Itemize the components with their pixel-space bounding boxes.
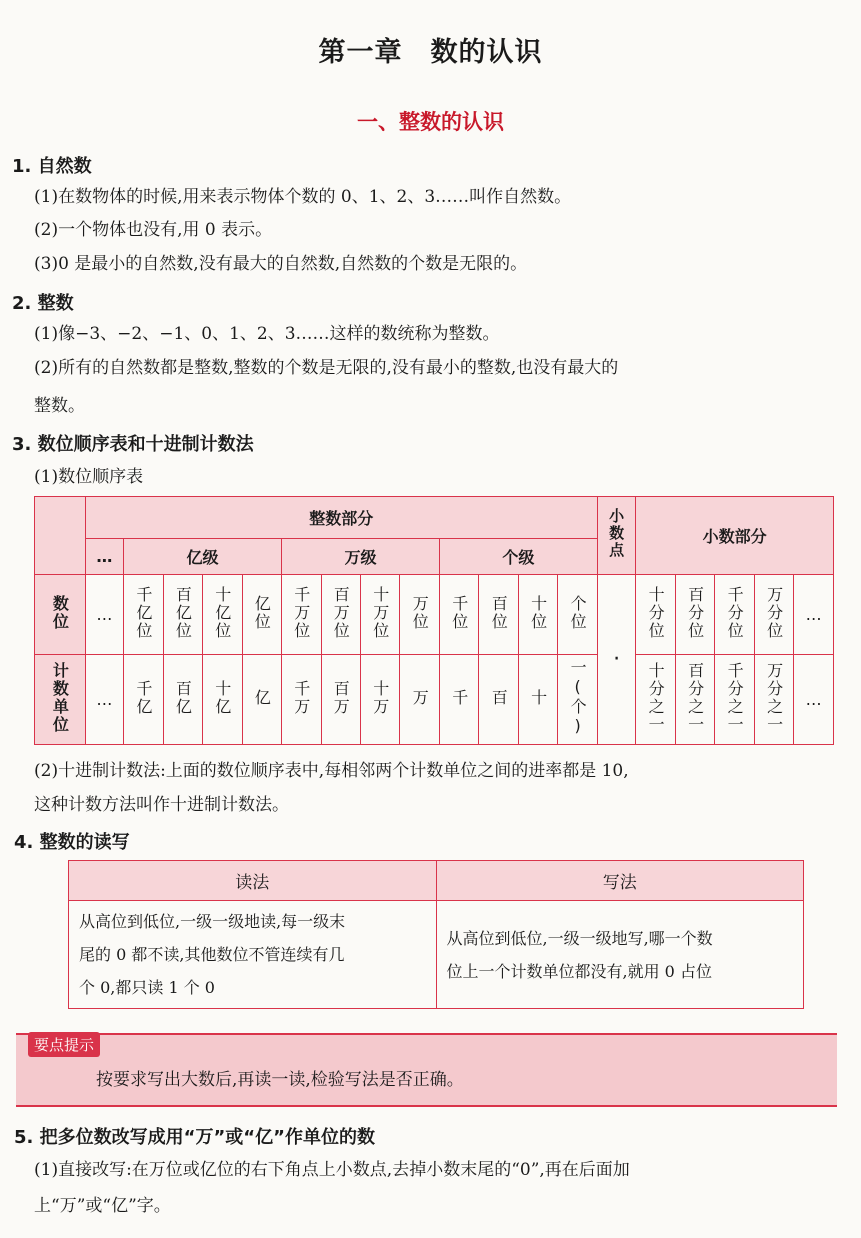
ellipsis: … (794, 575, 834, 655)
read-line: 个 0,都只读 1 个 0 (79, 978, 215, 997)
paragraph: (2)所有的自然数都是整数,整数的个数是无限的,没有最小的整数,也没有最大的 (34, 358, 619, 378)
unit-cell: 千 (449, 688, 469, 707)
paragraph: (2)一个物体也没有,用 0 表示。 (34, 220, 273, 240)
place-cell: 百亿位 (173, 585, 193, 640)
decimal-point-header: 小数点 (607, 508, 626, 559)
unit-cell: 十 (528, 688, 548, 707)
place-cell: 万位 (410, 594, 430, 631)
place-cell: 百万位 (331, 585, 351, 640)
tip-badge: 要点提示 (28, 1032, 100, 1057)
place-cell: 个位 (568, 594, 588, 631)
paragraph: (1)直接改写:在万位或亿位的右下角点上小数点,去掉小数末尾的“0”,再在后面加 (34, 1160, 630, 1180)
decimal-unit-cell: 千分之一 (725, 661, 745, 734)
decimal-place-cell: 十分位 (646, 585, 666, 640)
read-rule (69, 901, 437, 1009)
unit-cell: 亿 (252, 688, 272, 707)
read-line: 从高位到低位,一级一级地读,每一级末 (79, 912, 346, 931)
place-value-table (34, 496, 834, 745)
unit-cell: 万 (410, 688, 430, 707)
unit-cell: 百万 (331, 679, 351, 716)
decimal-place-cell: 千分位 (725, 585, 745, 640)
integer-part-header: 整数部分 (85, 497, 597, 539)
ellipsis: … (794, 655, 834, 745)
paragraph: (2)十进制计数法:上面的数位顺序表中,每相邻两个计数单位之间的进率都是 10, (34, 761, 629, 781)
subheading: (1)数位顺序表 (34, 467, 144, 487)
decimal-unit-cell: 百分之一 (685, 661, 705, 734)
unit-cell: 十万 (370, 679, 390, 716)
wan-level: 万级 (282, 539, 440, 575)
row-head-digit: 数位 (50, 594, 70, 631)
write-line: 从高位到低位,一级一级地写,哪一个数 (446, 928, 713, 948)
place-cell: 十位 (528, 594, 548, 631)
heading-place-value: 3. 数位顺序表和十进制计数法 (12, 434, 254, 455)
write-line: 位上一个计数单位都没有,就用 0 占位 (446, 961, 712, 981)
place-cell: 十万位 (370, 585, 390, 640)
paragraph: 整数。 (34, 396, 85, 416)
unit-cell: 千万 (291, 679, 311, 716)
paragraph: (1)在数物体的时候,用来表示物体个数的 0、1、2、3……叫作自然数。 (34, 187, 572, 207)
chapter-name: 数的认识 (430, 37, 543, 68)
tip-text: 按要求写出大数后,再读一读,检验写法是否正确。 (96, 1070, 464, 1090)
place-cell: 千万位 (291, 585, 311, 640)
unit-cell: 千亿 (133, 679, 153, 716)
read-header: 读法 (69, 861, 437, 901)
write-rule (436, 901, 804, 1009)
heading-integers: 2. 整数 (12, 293, 74, 314)
heading-rewrite: 5. 把多位数改写成用“万”或“亿”作单位的数 (14, 1127, 375, 1148)
decimal-unit-cell: 万分之一 (764, 661, 784, 734)
ge-level: 个级 (439, 539, 597, 575)
unit-cell: 百 (489, 688, 509, 707)
decimal-place-cell: 百分位 (685, 585, 705, 640)
place-cell: 亿位 (252, 594, 272, 631)
ellipsis: … (85, 575, 123, 655)
read-write-table (68, 860, 804, 1009)
row-head-unit: 计数单位 (50, 661, 70, 734)
heading-read-write: 4. 整数的读写 (14, 832, 130, 853)
decimal-part-header: 小数部分 (636, 497, 834, 575)
section-title: 一、整数的认识 (357, 110, 504, 134)
read-line: 尾的 0 都不读,其他数位不管连续有几 (79, 945, 345, 964)
unit-cell: 十亿 (212, 679, 232, 716)
paragraph: 这种计数方法叫作十进制计数法。 (34, 795, 289, 815)
ellipsis: … (85, 655, 123, 745)
place-cell: 十亿位 (212, 585, 232, 640)
decimal-place-cell: 万分位 (764, 585, 784, 640)
place-cell: 百位 (489, 594, 509, 631)
place-cell: 千亿位 (133, 585, 153, 640)
chapter-number: 第一章 (318, 37, 403, 68)
write-header: 写法 (436, 861, 804, 901)
paragraph: 上“万”或“亿”字。 (34, 1196, 171, 1216)
unit-cell: 一(个) (568, 658, 588, 737)
place-cell: 千位 (449, 594, 469, 631)
yi-level: 亿级 (124, 539, 282, 575)
chapter-title (0, 30, 861, 69)
unit-cell: 百亿 (173, 679, 193, 716)
decimal-unit-cell: 十分之一 (646, 661, 666, 734)
ellipsis: … (85, 539, 123, 575)
decimal-point: · (597, 575, 635, 745)
paragraph: (1)像−3、−2、−1、0、1、2、3……这样的数统称为整数。 (34, 324, 500, 344)
heading-natural-numbers: 1. 自然数 (12, 156, 92, 177)
paragraph: (3)0 是最小的自然数,没有最大的自然数,自然数的个数是无限的。 (34, 254, 528, 274)
